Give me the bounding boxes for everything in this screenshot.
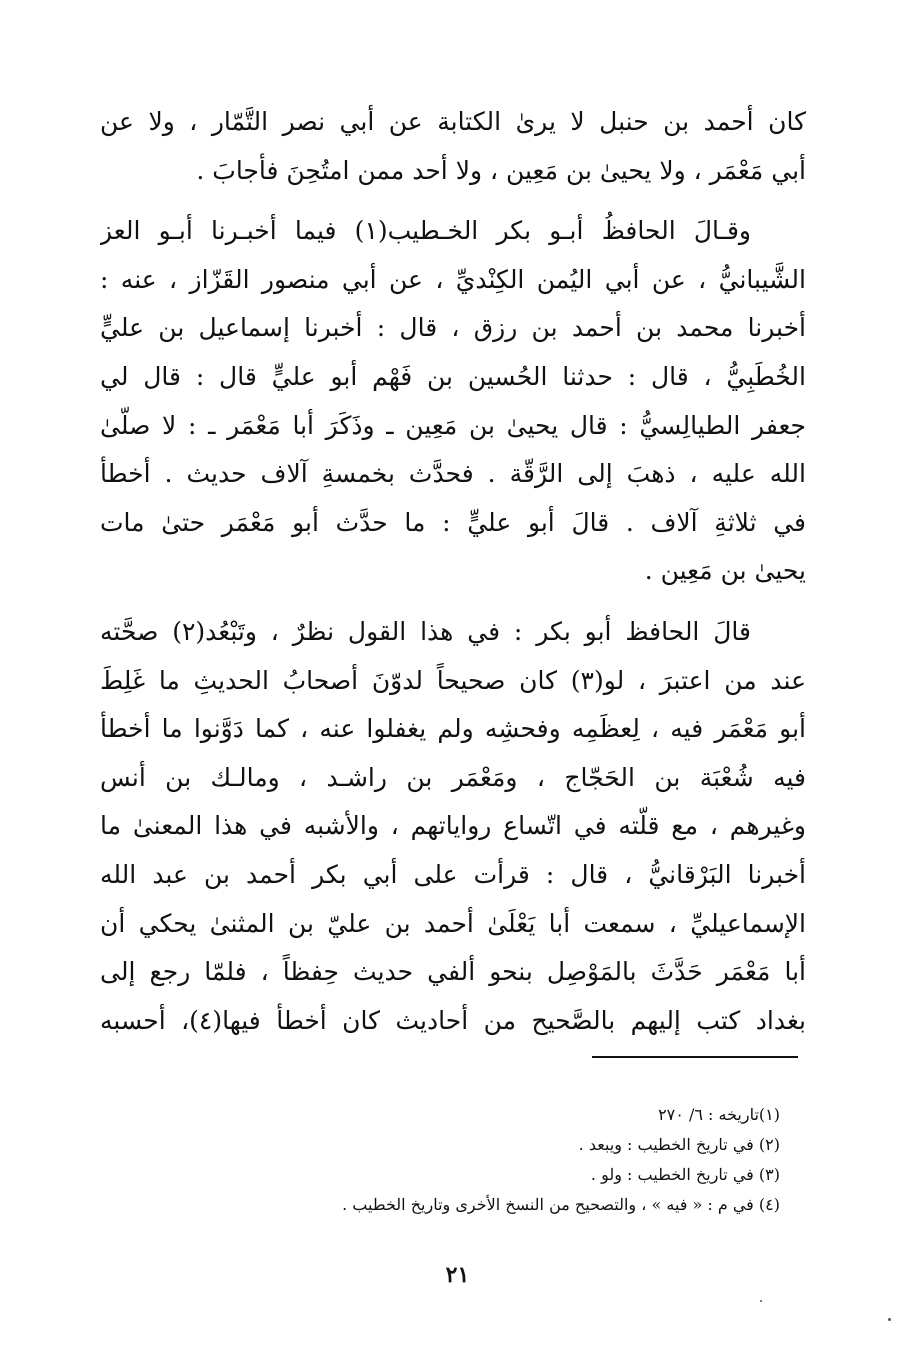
- text-line: أخبرنا البَرْقانيُّ ، قال : قرأت على أبي بكر أحمد بن عبد الله: [100, 859, 806, 889]
- main-text: [100, 98, 806, 1045]
- footnotes: [180, 1100, 780, 1220]
- footnote-separator: [592, 1056, 798, 1058]
- text-line: فيه شُعْبَة بن الحَجّاج ، ومَعْمَر بن راشـد ، ومالـك بن أنس: [100, 762, 806, 792]
- page-number: ٢١: [445, 1262, 470, 1288]
- text-line: وغيرهم ، مع قلّته في اتّساع رواياتهم ، والأشبه في هذا المعنىٰ ما: [100, 811, 806, 841]
- footnote-4: (٤) في م : « فيه » ، والتصحيح من النسخ الأخرى وتاريخ الخطيب .: [342, 1195, 780, 1214]
- paragraph-gap: [100, 195, 806, 207]
- scan-speck: [888, 1318, 891, 1321]
- text-line: جعفر الطيالِسيُّ : قال يحيىٰ بن مَعِين ـ وذَكَرَ أبا مَعْمَر ـ : لا صلّىٰ: [100, 410, 806, 440]
- text-line: يحيىٰ بن مَعِين .: [644, 556, 806, 586]
- text-line: وقـالَ الحافظُ أبـو بكر الخـطيب(١) فيما أخبـرنا أبـو العز: [100, 216, 751, 246]
- text-line: عند من اعتبرَ ، لو(٣) كان صحيحاً لدوّنَ أصحابُ الحديثِ ما غَلِطَ: [100, 665, 806, 695]
- footnote-1: (١)تاريخه : ٦/ ٢٧٠: [658, 1105, 780, 1124]
- text-line: الخُطَبِيُّ ، قال : حدثنا الحُسين بن فَهْم أبو عليٍّ قال : قال لي: [100, 361, 806, 391]
- text-line: الله عليه ، ذهبَ إلى الرَّقّة . فحدَّث بخمسةِ آلاف حديث . أخطأ: [100, 459, 806, 489]
- text-line: في ثلاثةِ آلاف . قالَ أبو عليٍّ : ما حدَّث أبو مَعْمَر حتىٰ مات: [100, 507, 806, 537]
- text-line: بغداد كتب إليهم بالصَّحيح من أحاديث كان أخطأ فيها(٤)، أحسبه: [100, 1005, 806, 1035]
- text-line: أبو مَعْمَر فيه ، لِعظَمِه وفحشِه ولم يغفلوا عنه ، كما دَوَّنوا ما أخطأ: [100, 714, 806, 744]
- text-line: الإسماعيليِّ ، سمعت أبا يَعْلَىٰ أحمد بن عليّ بن المثنىٰ يحكي أن: [100, 908, 806, 938]
- text-line: أخبرنا محمد بن أحمد بن رزق ، قال : أخبرنا إسماعيل بن عليٍّ: [100, 313, 806, 343]
- text-line: أبا مَعْمَر حَدَّثَ بالمَوْصِل بنحو ألفي حديث حِفظاً ، فلمّا رجع إلى: [100, 957, 806, 987]
- text-line: كان أحمد بن حنبل لا يرىٰ الكتابة عن أبي نصر التَّمّار ، ولا عن: [100, 107, 806, 136]
- scan-speck: [760, 1300, 762, 1302]
- footnote-3: (٣) في تاريخ الخطيب : ولو .: [590, 1165, 780, 1184]
- footnote-2: (٢) في تاريخ الخطيب : ويبعد .: [578, 1135, 780, 1154]
- text-line: الشَّيبانيُّ ، عن أبي اليُمن الكِنْديِّ ، عن أبي منصور القَزّاز ، عنه :: [100, 264, 806, 294]
- text-line: أبي مَعْمَر ، ولا يحيىٰ بن مَعِين ، ولا أحد ممن امتُحِنَ فأجابَ .: [196, 155, 806, 185]
- text-line: قالَ الحافظ أبو بكر : في هذا القول نظرٌ ، وتَبْعُد(٢) صحَّته: [100, 616, 752, 646]
- paragraph-gap: [100, 596, 806, 608]
